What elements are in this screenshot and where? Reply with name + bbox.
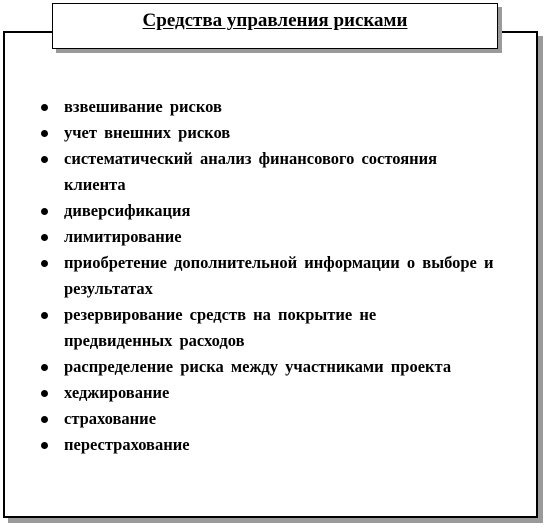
list-item (40, 146, 520, 198)
bullet-icon (41, 130, 48, 137)
bullet-icon (41, 312, 48, 319)
list-item-text: систематический анализ финансового состояния клиента (64, 149, 438, 194)
bullet-icon (41, 416, 48, 423)
risk-tools-list (40, 94, 520, 458)
list-item-text: страхование (64, 409, 157, 428)
bullet-icon (41, 104, 48, 111)
list-item-text: резервирование средств на покрытие не предвиденных расходов (64, 305, 377, 350)
list-item (40, 354, 520, 380)
list-item-text: диверсификация (64, 201, 191, 220)
list-item (40, 198, 520, 224)
list-item-text: распределение риска между участниками проекта (64, 357, 452, 376)
list-item-text: взвешивание рисков (64, 97, 222, 116)
bullet-icon (41, 234, 48, 241)
bullet-icon (41, 156, 48, 163)
bullet-icon (41, 364, 48, 371)
list-item (40, 406, 520, 432)
bullet-icon (41, 442, 48, 449)
list-item (40, 302, 520, 354)
list-item-text: учет внешних рисков (64, 123, 231, 142)
list-item (40, 380, 520, 406)
list-item-text: лимитирование (64, 227, 182, 246)
bullet-icon (41, 208, 48, 215)
list-item (40, 432, 520, 458)
list-item-text: хеджирование (64, 383, 170, 402)
list-item (40, 120, 520, 146)
list-item (40, 94, 520, 120)
bullet-icon (41, 260, 48, 267)
diagram-title: Средства управления рисками (142, 10, 408, 31)
list-item-text: приобретение дополнительной информации о выборе и результатах (64, 253, 494, 298)
bullet-icon (41, 390, 48, 397)
title-box (52, 3, 498, 49)
list-item (40, 224, 520, 250)
list-item-text: перестрахование (64, 435, 190, 454)
list-item (40, 250, 520, 302)
